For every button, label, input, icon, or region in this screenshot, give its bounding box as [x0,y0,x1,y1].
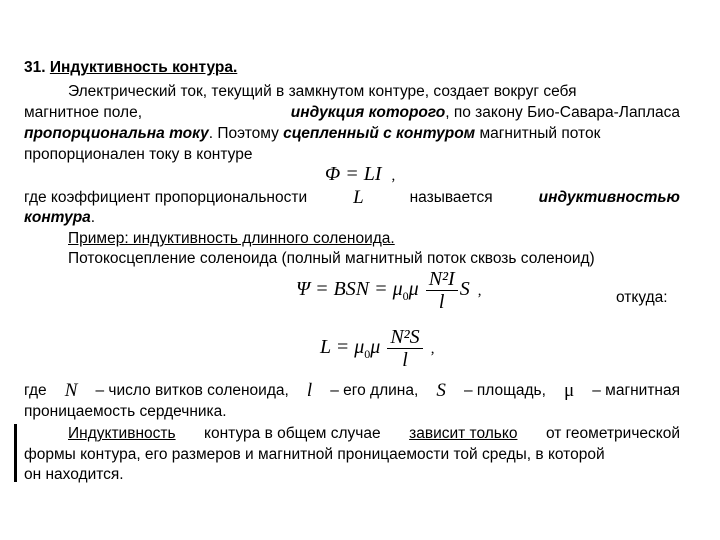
formula-flux-text: Φ = LI [325,163,382,185]
p3-line2 [24,403,227,421]
p4-underline-depends: зависит только [409,425,518,442]
p1-emph-proportional: пропорциональна току [24,125,209,142]
p1-line3 [24,125,680,143]
p2-text-1b: называется [409,189,493,206]
formula2-mu: μ [408,278,419,301]
p2-line2 [24,209,95,227]
example-line1 [68,230,395,248]
p4-line1 [68,425,680,443]
p3-text-turns: – число витков соленоида, [95,382,289,399]
p4-text-2: формы контура, его размеров и магнитной проницаемости той среды, в которой [24,446,605,463]
p2-period: . [90,209,96,226]
formula3-fraction [387,326,422,371]
formula3-comma: , [430,341,435,358]
p2-text-1a: где коэффициент пропорциональности [24,189,308,206]
p2-emph-contour: контура [24,209,91,226]
p3-var-l: l [306,380,313,401]
p4-text-1d: от геометрической [545,425,680,442]
p3-text-magnetic: – магнитная [592,382,680,399]
p1-text-4: пропорционален току в контуре [24,146,253,163]
example-line2 [68,250,595,268]
p4-line2 [24,446,680,464]
formula-flux-comma: , [391,168,396,184]
p1-text-2bc [291,104,680,122]
p3-var-N: N [64,380,78,401]
p1-line1 [68,83,680,101]
formula2-sub: 0 [402,289,409,304]
p1-text-1: Электрический ток, текущий в замкнутом контуре, создает вокруг себя [68,83,577,100]
formula-flux-linkage [296,268,481,313]
p1-text-2c: , по закону Био-Савара-Лапласа [445,104,680,121]
formula2-comma: , [477,283,482,300]
p2-line1 [24,189,680,207]
formula2-fraction [426,268,458,313]
p2-emph-inductance: индуктивностью [538,189,680,206]
p4-text-3: он находится. [24,466,124,483]
formula3-sub: 0 [364,347,371,362]
p1-emph-linked: сцепленный с контуром [283,125,476,142]
p2-var-L: L [353,187,364,208]
formula2-lhs: Ψ = BSN = μ [296,278,403,301]
example-text: Потокосцепление соленоида (полный магнитный поток сквозь соленоид) [68,250,595,267]
p3-text-length: – его длина, [330,382,419,399]
formula2-numerator: N²I [426,268,458,291]
section-title [24,59,237,77]
formula-flux [325,163,395,186]
p1-line2 [24,104,680,122]
whence-text: откуда: [616,289,668,306]
p1-text-3d: магнитный поток [479,125,601,142]
section-number: 31. [24,59,46,76]
formula3-mu: μ [370,336,381,359]
formula3-numerator: N²S [387,326,422,349]
p3-text-permeability: проницаемость сердечника. [24,403,227,420]
p3-text-area: – площадь, [463,382,546,399]
p1-emph-induction: индукция которого [290,104,446,121]
p3-line1 [24,382,680,400]
margin-bar [14,424,17,482]
p1-text-3b: . Поэтому [208,125,279,142]
example-heading: Пример: индуктивность длинного соленоида. [68,230,395,247]
p3-text-where: где [24,382,47,399]
formula2-tail: S [459,278,470,301]
formula3-lhs: L = μ [320,336,365,359]
section-heading: Индуктивность контура. [49,59,238,76]
p3-var-mu: μ [563,380,575,401]
p4-text-1b: контура в общем случае [204,425,381,442]
formula2-whence [616,289,668,307]
p1-line4 [24,146,252,164]
p3-var-S: S [436,380,446,401]
formula2-denominator: l [438,291,445,313]
formula-inductance [320,326,434,371]
p1-text-2a: магнитное поле, [24,104,142,121]
p4-underline-inductance: Индуктивность [68,425,176,442]
formula3-denominator: l [402,349,408,371]
p4-line3 [24,466,124,484]
